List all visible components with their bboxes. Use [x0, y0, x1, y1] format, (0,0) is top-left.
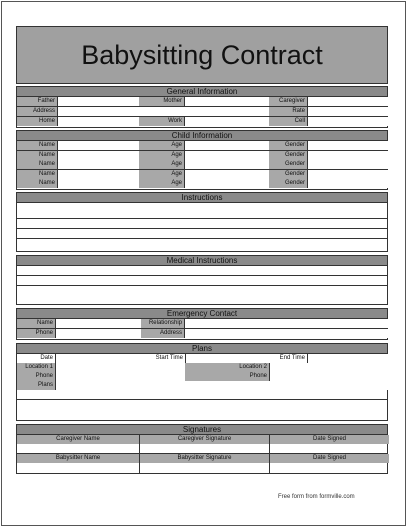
plans-row — [17, 363, 387, 372]
instructions-line[interactable] — [17, 203, 387, 219]
signature-row — [17, 463, 387, 473]
caregiver-label: Caregiver — [269, 97, 307, 106]
plans-line[interactable] — [17, 390, 387, 400]
date-signed-label: Date Signed — [269, 435, 389, 444]
instructions-line[interactable] — [17, 239, 387, 251]
child-row — [17, 160, 387, 170]
rate-label: Rate — [269, 107, 307, 116]
child-gender-label: Gender — [269, 141, 307, 150]
child-name-label: Name — [17, 141, 57, 150]
emergency-name-field[interactable] — [55, 319, 141, 328]
child-name-label: Name — [17, 170, 57, 179]
medical-instructions-section — [16, 255, 388, 305]
rate-field[interactable] — [307, 107, 389, 116]
footer-credit[interactable]: Free form from formville.com — [278, 494, 355, 500]
mother-field[interactable] — [184, 97, 269, 106]
child-name-field[interactable] — [57, 151, 139, 160]
child-row — [17, 141, 387, 151]
child-age-field[interactable] — [184, 151, 269, 160]
general-information-section — [16, 86, 388, 128]
end-time-field[interactable] — [307, 354, 389, 363]
child-information-section — [16, 130, 388, 190]
child-gender-label: Gender — [269, 151, 307, 160]
section-heading: General Information — [17, 87, 387, 97]
emergency-row — [17, 319, 387, 329]
date-label: Date — [17, 354, 55, 363]
start-time-label: Start Time — [147, 354, 185, 363]
relationship-field[interactable] — [184, 319, 389, 328]
emergency-phone-label: Phone — [17, 329, 55, 338]
signatures-section — [16, 424, 388, 474]
child-gender-label: Gender — [269, 160, 307, 169]
emergency-address-label: Address — [141, 329, 184, 338]
location2-field[interactable] — [269, 363, 389, 372]
page-title: Babysitting Contract — [81, 39, 323, 70]
section-heading: Child Information — [17, 131, 387, 141]
caregiver-signature-label: Caregiver Signature — [139, 435, 269, 444]
general-row — [17, 117, 387, 127]
section-heading: Plans — [17, 344, 387, 354]
plans-phone2-field[interactable] — [269, 372, 389, 381]
work-phone-field[interactable] — [184, 117, 269, 126]
child-name-label: Name — [17, 160, 57, 169]
general-row — [17, 107, 387, 117]
plans-label: Plans — [17, 381, 55, 390]
medical-line[interactable] — [17, 266, 387, 276]
address-field[interactable] — [57, 107, 269, 116]
end-time-label: End Time — [269, 354, 307, 363]
emergency-contact-section — [16, 308, 388, 340]
child-age-field[interactable] — [184, 141, 269, 150]
date-signed2-label: Date Signed — [269, 454, 389, 463]
child-row — [17, 151, 387, 161]
signature-row — [17, 444, 387, 454]
babysitter-name-label: Babysitter Name — [17, 454, 139, 463]
location2-label: Location 2 — [185, 363, 269, 372]
child-age-label: Age — [139, 179, 184, 188]
mother-label: Mother — [139, 97, 184, 106]
emergency-phone-field[interactable] — [55, 329, 141, 338]
section-heading: Medical Instructions — [17, 256, 387, 266]
child-age-label: Age — [139, 160, 184, 169]
babysitter-signature-label: Babysitter Signature — [139, 454, 269, 463]
child-name-field[interactable] — [57, 160, 139, 169]
location1-label: Location 1 — [17, 363, 55, 372]
title-banner — [16, 26, 388, 84]
plans-phone-field[interactable] — [55, 372, 185, 381]
section-heading: Instructions — [17, 193, 387, 203]
caregiver-field[interactable] — [307, 97, 389, 106]
contract-page — [1, 1, 406, 526]
child-row — [17, 170, 387, 180]
cell-label: Cell — [269, 117, 307, 126]
child-age-label: Age — [139, 151, 184, 160]
child-name-label: Name — [17, 151, 57, 160]
instructions-line[interactable] — [17, 219, 387, 229]
child-gender-label: Gender — [269, 179, 307, 188]
child-name-field[interactable] — [57, 170, 139, 179]
instructions-section — [16, 192, 388, 252]
emergency-address-field[interactable] — [184, 329, 389, 338]
child-gender-label: Gender — [269, 170, 307, 179]
child-name-field[interactable] — [57, 179, 139, 188]
instructions-line[interactable] — [17, 229, 387, 239]
child-age-label: Age — [139, 170, 184, 179]
father-label: Father — [17, 97, 57, 106]
babysitter-signature-field[interactable] — [140, 463, 269, 472]
plans-phone2-label: Phone — [185, 372, 269, 381]
child-gender-field[interactable] — [307, 170, 389, 179]
address-label: Address — [17, 107, 57, 116]
emergency-name-label: Name — [17, 319, 55, 328]
plans-row — [17, 354, 387, 363]
child-age-field[interactable] — [184, 170, 269, 179]
home-label: Home — [17, 117, 57, 126]
caregiver-signature-field[interactable] — [140, 444, 269, 453]
child-age-field[interactable] — [184, 179, 269, 188]
emergency-row — [17, 329, 387, 339]
caregiver-name-field[interactable] — [17, 444, 139, 453]
father-field[interactable] — [57, 97, 139, 106]
general-row — [17, 97, 387, 107]
cell-phone-field[interactable] — [307, 117, 389, 126]
caregiver-name-label: Caregiver Name — [17, 435, 139, 444]
section-heading: Signatures — [17, 425, 387, 435]
signature-header-row — [17, 454, 387, 463]
plans-field[interactable] — [55, 381, 389, 390]
date-field[interactable] — [55, 354, 147, 363]
child-gender-field[interactable] — [307, 141, 389, 150]
home-phone-field[interactable] — [57, 117, 139, 126]
work-label: Work — [139, 117, 184, 126]
plans-row — [17, 381, 387, 390]
location1-field[interactable] — [55, 363, 185, 372]
child-age-label: Age — [139, 141, 184, 150]
child-gender-field[interactable] — [307, 160, 389, 169]
plans-line[interactable] — [17, 400, 387, 420]
plans-row — [17, 372, 387, 381]
child-row — [17, 179, 387, 189]
babysitter-name-field[interactable] — [17, 463, 139, 472]
child-gender-field[interactable] — [307, 151, 389, 160]
relationship-label: Relationship — [141, 319, 184, 328]
babysitter-date-field[interactable] — [270, 463, 389, 472]
medical-line[interactable] — [17, 286, 387, 304]
medical-line[interactable] — [17, 276, 387, 286]
child-gender-field[interactable] — [307, 179, 389, 188]
caregiver-date-field[interactable] — [270, 444, 389, 453]
child-name-field[interactable] — [57, 141, 139, 150]
child-name-label: Name — [17, 179, 57, 188]
plans-phone-label: Phone — [17, 372, 55, 381]
section-heading: Emergency Contact — [17, 309, 387, 319]
child-age-field[interactable] — [184, 160, 269, 169]
signature-header-row — [17, 435, 387, 444]
start-time-field[interactable] — [185, 354, 269, 363]
plans-section — [16, 343, 388, 421]
